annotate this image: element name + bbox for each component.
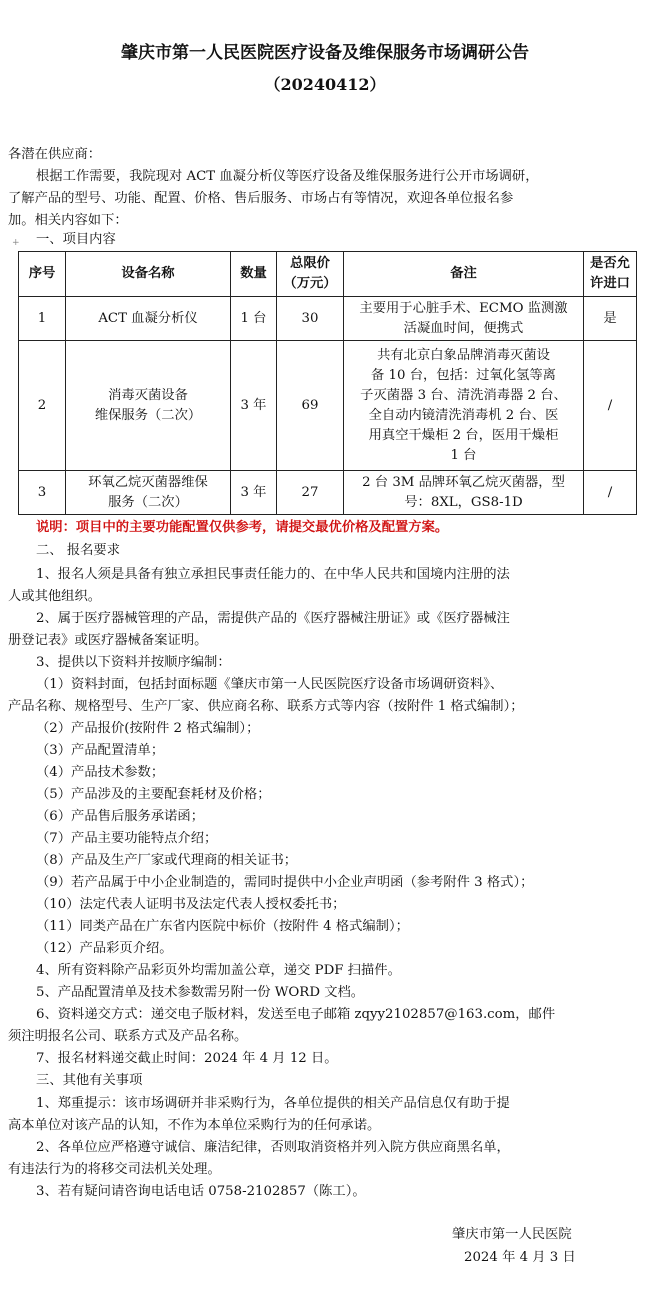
cell-limit: 69	[277, 341, 344, 471]
req-line: 须注明报名公司、联系方式及产品名称。	[8, 1029, 248, 1044]
table-header-row	[19, 252, 637, 297]
req-line: （9）若产品属于中小企业制造的，需同时提供中小企业声明函（参考附件 3 格式）；	[36, 875, 534, 890]
req-line: 3、提供以下资料并按顺序编制：	[36, 655, 231, 670]
req-line: 6、资料递交方式：递交电子版材料，发送至电子邮箱 zqyy2102857@163.com，邮件	[36, 1007, 556, 1022]
req-line: 5、产品配置清单及技术参数需另附一份 WORD 文档。	[36, 985, 365, 1000]
header-no: 序号	[19, 252, 66, 297]
cell-import: 是	[584, 297, 637, 341]
cell-qty: 3 年	[231, 471, 277, 515]
req-line: 4、所有资料除产品彩页外均需加盖公章，递交 PDF 扫描件。	[36, 963, 401, 978]
intro-line-1: 根据工作需要，我院现对 ACT 血凝分析仪等医疗设备及维保服务进行公开市场调研，	[36, 169, 539, 184]
other-line: 1、郑重提示：该市场调研并非采购行为，各单位提供的相关产品信息仅有助于提	[36, 1096, 510, 1111]
req-line: （12）产品彩页介绍。	[36, 941, 173, 956]
cell-name: ACT 血凝分析仪	[66, 297, 231, 341]
cell-no: 2	[19, 341, 66, 471]
cell-limit: 27	[277, 471, 344, 515]
section-2-heading: 二、 报名要求	[36, 543, 121, 558]
document-title: 肇庆市第一人民医院医疗设备及维保服务市场调研公告	[121, 43, 529, 63]
cell-no: 3	[19, 471, 66, 515]
document-subtitle: （20240412）	[264, 75, 386, 94]
req-line: （4）产品技术参数；	[36, 765, 165, 780]
table-row	[19, 471, 637, 515]
cell-import: /	[584, 471, 637, 515]
section-3-heading: 三、其他有关事项	[36, 1073, 143, 1088]
cell-limit: 30	[277, 297, 344, 341]
req-line: 2、属于医疗器械管理的产品，需提供产品的《医疗器械注册证》或《医疗器械注	[36, 611, 510, 626]
anchor-icon: +	[12, 238, 20, 248]
cell-name: 消毒灭菌设备 维保服务（二次）	[66, 341, 231, 471]
cell-remark: 2 台 3M 品牌环氧乙烷灭菌器，型 号：8XL，GS8-1D	[344, 471, 584, 515]
header-remark: 备注	[344, 252, 584, 297]
req-line: 1、报名人须是具备有独立承担民事责任能力的、在中华人民共和国境内注册的法	[36, 567, 510, 582]
req-line: （1）资料封面，包括封面标题《肇庆市第一人民医院医疗设备市场调研资料》、	[36, 677, 504, 692]
other-line: 有违法行为的将移交司法机关处理。	[8, 1162, 221, 1177]
req-line: （3）产品配置清单；	[36, 743, 165, 758]
cell-name: 环氧乙烷灭菌器维保 服务（二次）	[66, 471, 231, 515]
cell-remark: 主要用于心脏手术、ECMO 监测激 活凝血时间，便携式	[344, 297, 584, 341]
header-qty: 数量	[231, 252, 277, 297]
req-line: （5）产品涉及的主要配套耗材及价格；	[36, 787, 271, 802]
intro-line-2: 了解产品的型号、功能、配置、价格、售后服务、市场占有等情况，欢迎各单位报名参	[8, 191, 514, 206]
signature-date: 2024 年 4 月 3 日	[464, 1250, 576, 1265]
other-line: 高本单位对该产品的认知，不作为本单位采购行为的任何承诺。	[8, 1118, 381, 1133]
other-line: 2、各单位应严格遵守诚信、廉洁纪律，否则取消资格并列入院方供应商黑名单，	[36, 1140, 510, 1155]
cell-import: /	[584, 341, 637, 471]
header-name: 设备名称	[66, 252, 231, 297]
items-table	[18, 251, 637, 515]
req-line: （11）同类产品在广东省内医院中标价（按附件 4 格式编制）；	[36, 919, 409, 934]
req-line: （6）产品售后服务承诺函；	[36, 809, 205, 824]
req-line: 册登记表》或医疗器械备案证明。	[8, 633, 208, 648]
req-line: （7）产品主要功能特点介绍；	[36, 831, 218, 846]
req-line: （10）法定代表人证明书及法定代表人授权委托书；	[36, 897, 346, 912]
table-row	[19, 341, 637, 471]
req-line: 产品名称、规格型号、生产厂家、供应商名称、联系方式等内容（按附件 1 格式编制）；	[8, 699, 524, 714]
req-line: 7、报名材料递交截止时间：2024 年 4 月 12 日。	[36, 1051, 338, 1066]
header-limit: 总限价 （万元）	[277, 252, 344, 297]
header-import: 是否允 许进口	[584, 252, 637, 297]
cell-qty: 1 台	[231, 297, 277, 341]
table-row	[19, 297, 637, 341]
cell-remark: 共有北京白象品牌消毒灭菌设 备 10 台，包括：过氧化氢等离 子灭菌器 3 台、清洗消毒器 2 台、 全自动内镜清洗消毒机 2 台、医 用真空干燥柜 2 台，医用干燥柜 1 台	[344, 341, 584, 471]
section-1-heading: 一、项目内容	[36, 232, 116, 247]
cell-qty: 3 年	[231, 341, 277, 471]
signature-org: 肇庆市第一人民医院	[452, 1227, 572, 1242]
req-line: （8）产品及生产厂家或代理商的相关证书；	[36, 853, 298, 868]
salutation: 各潜在供应商：	[8, 147, 102, 162]
red-note: 说明：项目中的主要功能配置仅供参考，请提交最优价格及配置方案。	[36, 520, 449, 535]
intro-line-3: 加。相关内容如下：	[8, 213, 128, 228]
req-line: 人或其他组织。	[8, 589, 102, 604]
cell-no: 1	[19, 297, 66, 341]
req-line: （2）产品报价(按附件 2 格式编制）；	[36, 721, 260, 736]
other-line: 3、若有疑问请咨询电话电话 0758-2102857（陈工）。	[36, 1184, 366, 1199]
